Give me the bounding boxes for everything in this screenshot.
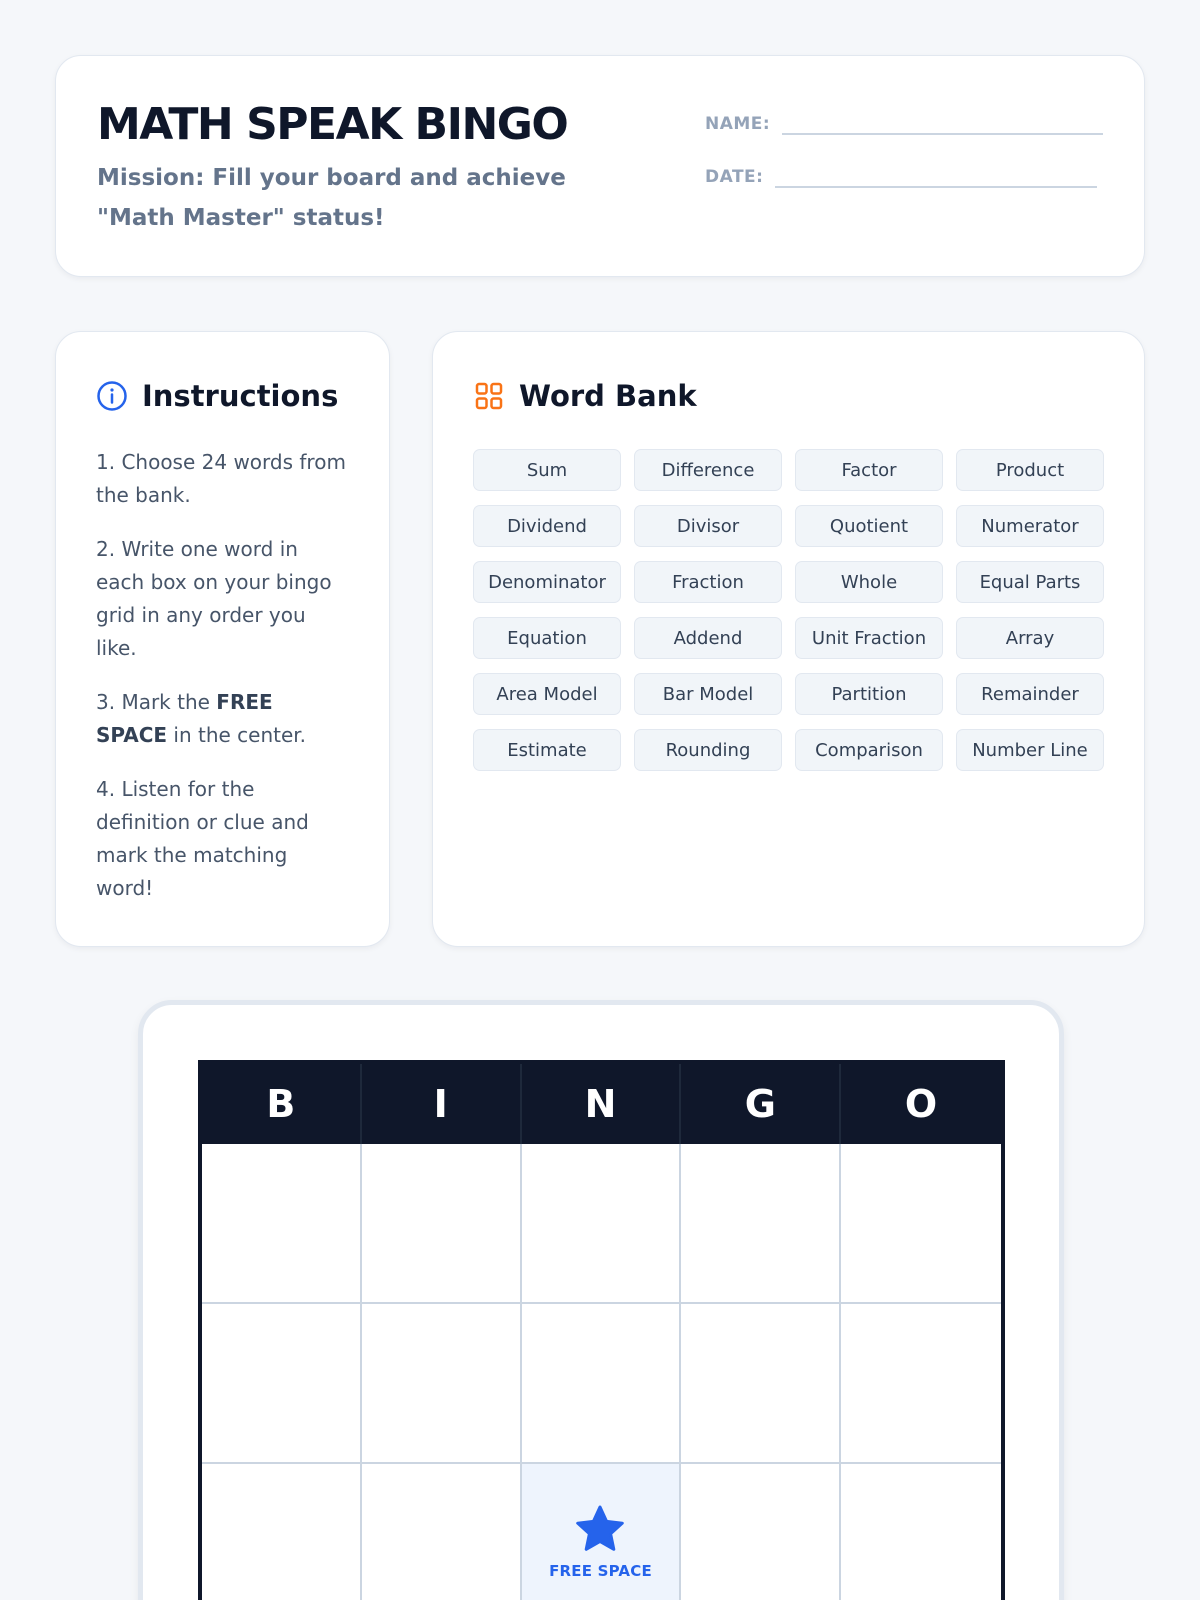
word-chip: Unit Fraction	[795, 617, 943, 659]
date-field[interactable]	[775, 168, 1097, 188]
word-chip: Numerator	[956, 505, 1104, 547]
instruction-step-3-post: in the center.	[167, 723, 307, 747]
bingo-row	[202, 1304, 1001, 1464]
word-chip: Quotient	[795, 505, 943, 547]
instructions-card	[55, 331, 390, 947]
word-chip: Factor	[795, 449, 943, 491]
word-chip: Estimate	[473, 729, 621, 771]
bingo-letter-g: G	[681, 1064, 841, 1144]
instruction-step-2: 2. Write one word in each box on your bingo grid in any order you like.	[96, 537, 332, 660]
bingo-cell[interactable]	[681, 1304, 841, 1464]
date-label: DATE:	[705, 167, 764, 187]
bingo-letter-b: B	[202, 1064, 362, 1144]
student-fields	[705, 100, 1103, 276]
info-circle-icon	[96, 380, 128, 412]
bingo-cell[interactable]	[681, 1464, 841, 1600]
instructions-list	[96, 446, 349, 905]
word-bank-title: Word Bank	[519, 379, 697, 413]
name-label: NAME:	[705, 114, 771, 134]
date-field-row	[705, 158, 1103, 188]
page-subtitle: Mission: Fill your board and achieve "Math Master" status!	[97, 165, 566, 231]
bingo-cell[interactable]	[522, 1304, 682, 1464]
word-chip: Partition	[795, 673, 943, 715]
word-bank-grid	[473, 449, 1104, 771]
word-chip: Product	[956, 449, 1104, 491]
bingo-board	[198, 1060, 1005, 1600]
bingo-cell[interactable]	[522, 1144, 682, 1304]
word-chip: Comparison	[795, 729, 943, 771]
header-card	[55, 55, 1145, 277]
bingo-cell[interactable]	[841, 1144, 1001, 1304]
word-chip: Area Model	[473, 673, 621, 715]
bingo-cell[interactable]	[841, 1304, 1001, 1464]
word-chip: Fraction	[634, 561, 782, 603]
word-chip: Equal Parts	[956, 561, 1104, 603]
word-bank-card	[432, 331, 1145, 947]
bingo-header-row	[202, 1064, 1001, 1144]
word-chip: Sum	[473, 449, 621, 491]
word-chip: Bar Model	[634, 673, 782, 715]
star-icon	[574, 1504, 626, 1554]
bingo-cell[interactable]	[362, 1464, 522, 1600]
bingo-grid	[202, 1144, 1001, 1600]
bingo-cell[interactable]	[202, 1304, 362, 1464]
word-chip: Number Line	[956, 729, 1104, 771]
word-bank-header	[473, 376, 1104, 416]
word-chip: Array	[956, 617, 1104, 659]
word-chip: Whole	[795, 561, 943, 603]
bingo-cell[interactable]	[681, 1144, 841, 1304]
name-field[interactable]	[782, 115, 1103, 135]
bingo-letter-n: N	[522, 1064, 682, 1144]
bingo-cell[interactable]	[202, 1464, 362, 1600]
instruction-step-3-pre: 3. Mark the	[96, 690, 217, 714]
page-title: MATH SPEAK BINGO	[97, 99, 568, 150]
bingo-cell[interactable]	[841, 1464, 1001, 1600]
bingo-letter-i: I	[362, 1064, 522, 1144]
bingo-cell[interactable]	[362, 1304, 522, 1464]
instruction-step-3	[96, 686, 349, 752]
bingo-row	[202, 1144, 1001, 1304]
free-space-label: FREE SPACE	[549, 1562, 652, 1580]
instructions-header	[96, 376, 349, 416]
word-chip: Addend	[634, 617, 782, 659]
instruction-step-4: 4. Listen for the definition or clue and mark the matching word!	[96, 777, 309, 900]
bingo-row	[202, 1464, 1001, 1600]
word-chip: Denominator	[473, 561, 621, 603]
word-chip: Remainder	[956, 673, 1104, 715]
grid-icon	[473, 380, 505, 412]
bingo-letter-o: O	[904, 1082, 938, 1126]
bingo-cell[interactable]	[202, 1144, 362, 1304]
name-field-row	[705, 105, 1103, 135]
word-chip: Dividend	[473, 505, 621, 547]
header-text	[97, 100, 637, 276]
free-space-cell[interactable]	[522, 1464, 682, 1600]
bingo-cell[interactable]	[362, 1144, 522, 1304]
instruction-step-1: 1. Choose 24 words from the bank.	[96, 450, 346, 507]
bingo-card	[138, 1000, 1064, 1600]
word-chip: Equation	[473, 617, 621, 659]
instruction-step-3-bold: FREE SPACE	[96, 690, 273, 747]
middle-row	[55, 331, 1145, 947]
word-chip: Divisor	[634, 505, 782, 547]
word-chip: Rounding	[634, 729, 782, 771]
instructions-title: Instructions	[142, 379, 339, 413]
word-chip: Difference	[634, 449, 782, 491]
